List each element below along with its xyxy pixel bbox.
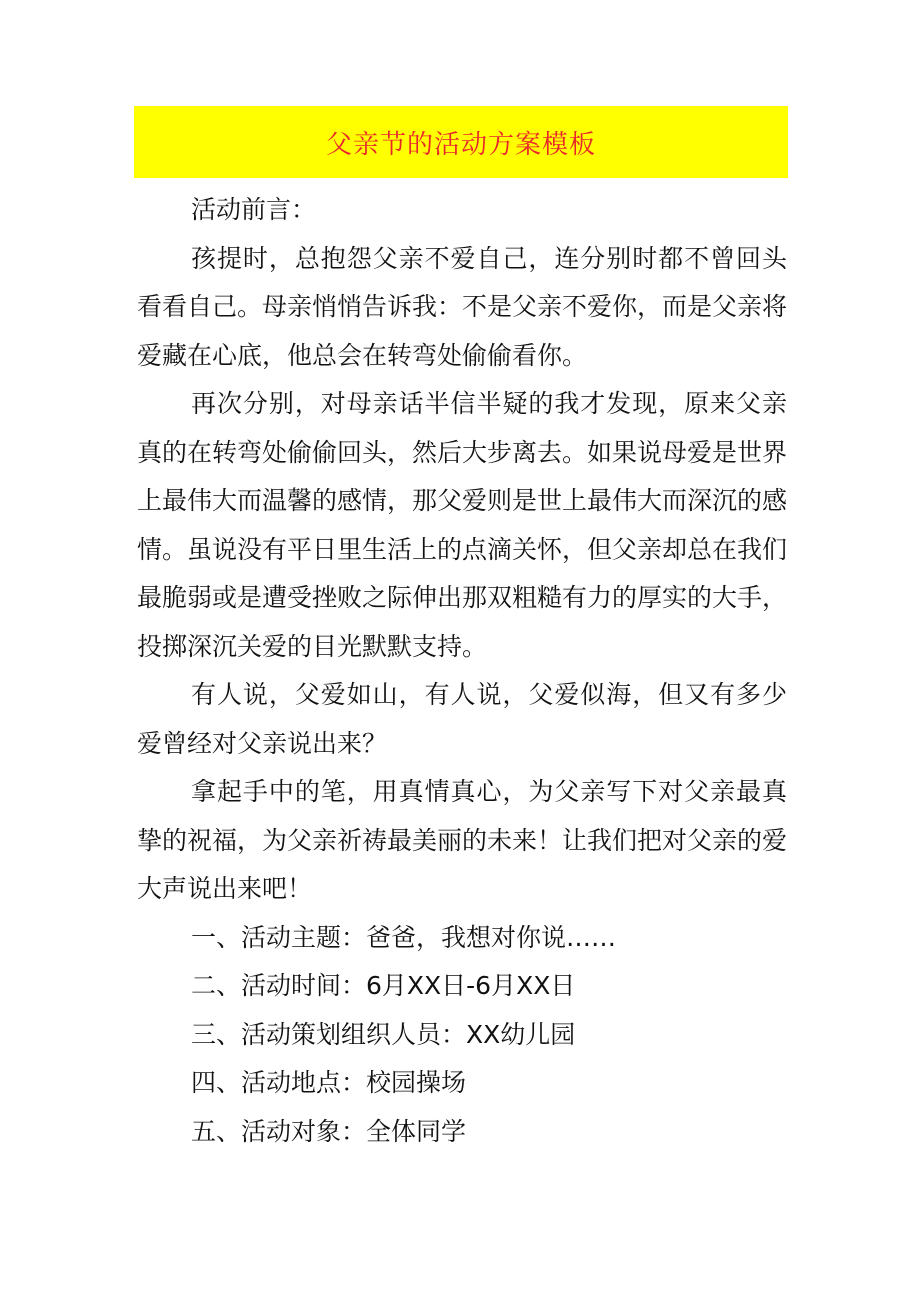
paragraph-1: 孩提时，总抱怨父亲不爱自己，连分别时都不曾回头看看自己。母亲悄悄告诉我：不是父亲不爱你，而是父亲将爱藏在心底，他总会在转弯处偷偷看你。 — [137, 243, 788, 370]
paragraph-3: 有人说，父爱如山，有人说，父爱似海，但又有多少爱曾经对父亲说出来？ — [137, 680, 787, 758]
document-body — [137, 186, 787, 1156]
list-item-time: 二、活动时间：6月XX日-6月XX日 — [191, 971, 576, 1000]
list-item-audience: 五、活动对象：全体同学 — [191, 1116, 467, 1146]
document-title: 父亲节的活动方案模板 — [325, 129, 596, 160]
paragraph-2: 再次分别，对母亲话半信半疑的我才发现，原来父亲真的在转弯处偷偷回头，然后大步离去。如果说母爱是世界上最伟大而温馨的感情，那父爱则是世上最伟大而深沉的感情。虽说没有平日里生活上的点滴关怀，但父亲却总在我们最脆弱或是遭受挫败之际伸出那双粗糙有力的厚实的大手，投掷深沉关爱的目光默默支持。 — [137, 389, 788, 661]
paragraph-preface-heading: 活动前言： — [191, 195, 317, 224]
title-banner — [134, 106, 788, 178]
list-item-organizer: 三、活动策划组织人员：XX幼儿园 — [191, 1019, 576, 1049]
list-item-location: 四、活动地点：校园操场 — [191, 1068, 467, 1097]
list-item-theme: 一、活动主题：爸爸，我想对你说…… — [191, 922, 617, 952]
paragraph-4: 拿起手中的笔，用真情真心，为父亲写下对父亲最真挚的祝福，为父亲祈祷最美丽的未来！让我们把对父亲的爱大声说出来吧！ — [137, 777, 788, 903]
